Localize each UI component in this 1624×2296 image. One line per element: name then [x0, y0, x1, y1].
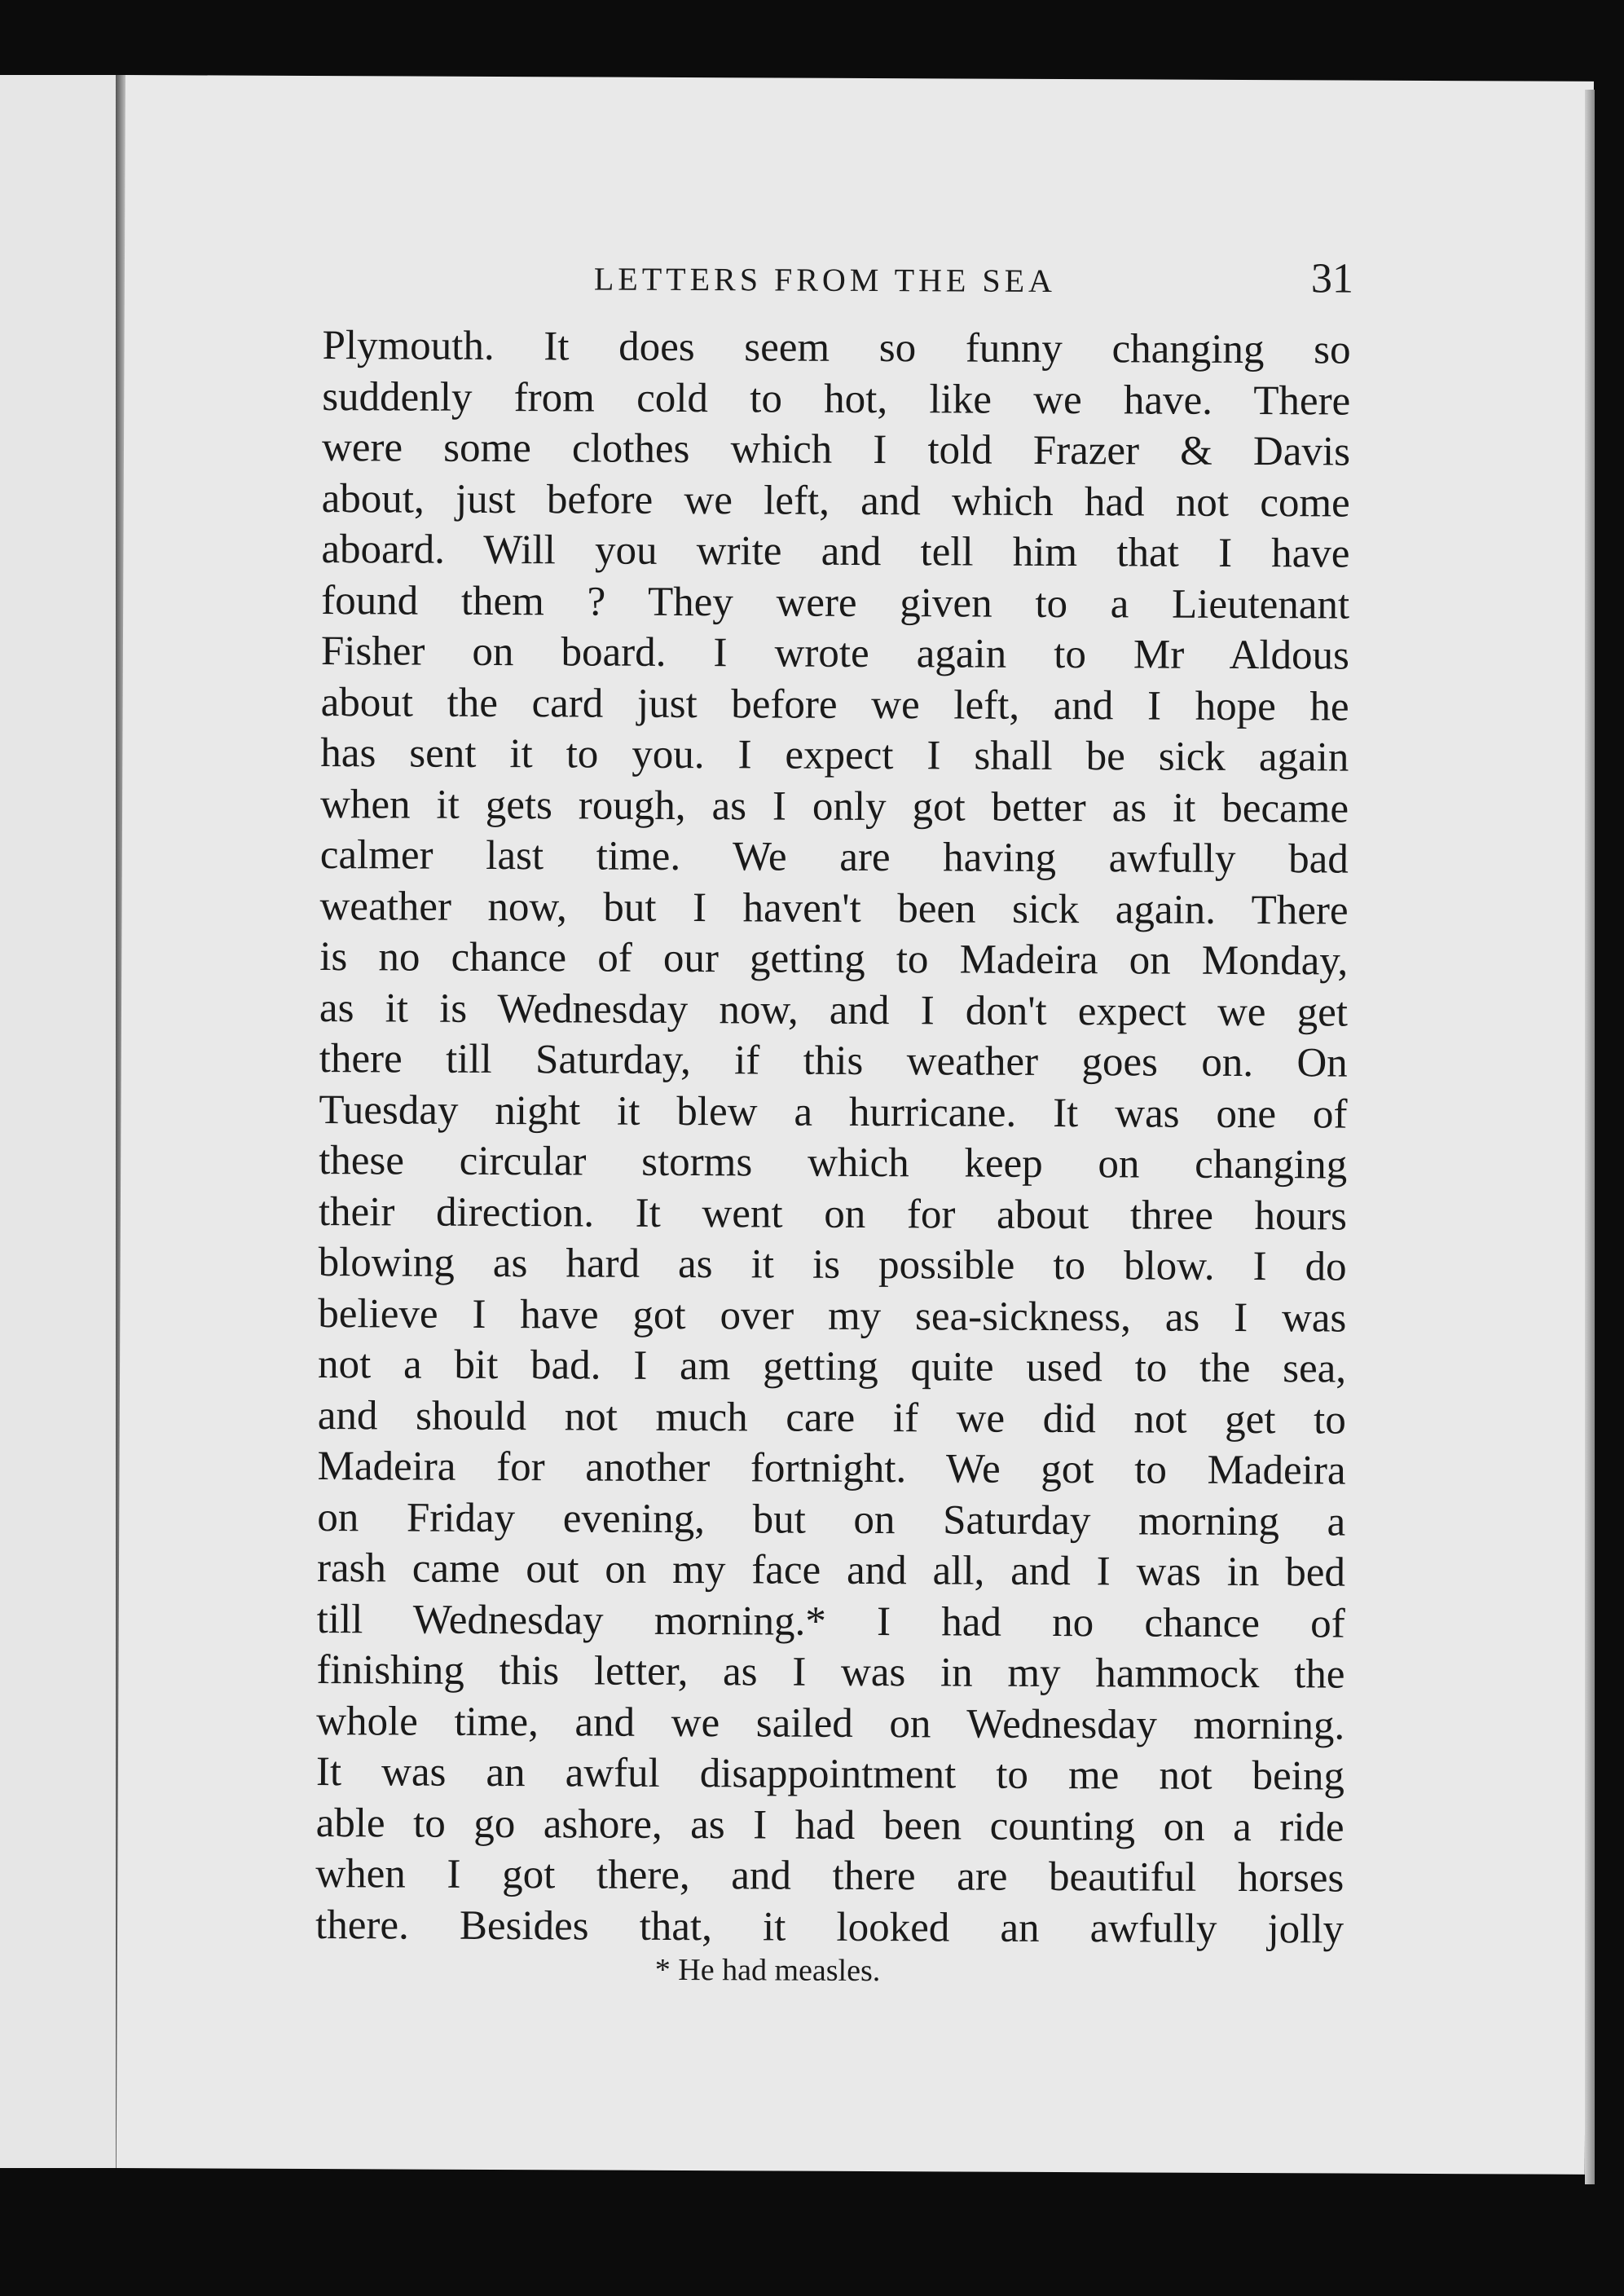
running-head — [125, 249, 1593, 305]
text-line: Fisher on board. I wrote again to Mr Aldous — [320, 628, 1350, 679]
running-title: LETTERS FROM THE SEA — [593, 260, 1057, 299]
text-line: finishing this letter, as I was in my hammock the — [316, 1647, 1345, 1698]
text-line: blowing as hard as it is possible to blow. I do — [318, 1240, 1347, 1290]
text-line: till Wednesday morning.* I had no chance of — [316, 1596, 1345, 1647]
text-line: when I got there, and there are beautiful horses — [315, 1851, 1345, 1902]
page-number: 31 — [1310, 255, 1354, 302]
text-line: these circular storms which keep on changing — [319, 1138, 1348, 1188]
body-text — [315, 320, 1351, 1954]
page-edge — [1585, 90, 1595, 2184]
text-line: suddenly from cold to hot, like we have. There — [322, 373, 1351, 425]
text-line: on Friday evening, but on Saturday morning a — [317, 1494, 1346, 1545]
text-line: whole time, and we sailed on Wednesday morning. — [316, 1698, 1345, 1749]
text-line: believe I have got over my sea-sickness, as I was — [318, 1290, 1347, 1342]
text-line: as it is Wednesday now, and I don't expect we get — [319, 985, 1349, 1036]
text-line: and should not much care if we did not get to — [317, 1392, 1346, 1443]
text-line: weather now, but I haven't been sick again. There — [319, 883, 1349, 934]
text-line: about, just before we left, and which had not come — [321, 475, 1350, 527]
text-line: able to go ashore, as I had been counting on a ride — [315, 1800, 1345, 1851]
footnote: * He had measles. — [654, 1952, 881, 1989]
facing-page — [0, 75, 119, 2168]
text-line: is no chance of our getting to Madeira on Monday, — [319, 934, 1349, 985]
book-page — [117, 75, 1594, 2175]
text-line: about the card just before we left, and I hope he — [320, 679, 1349, 730]
text-line: rash came out on my face and all, and I was in bed — [316, 1545, 1346, 1596]
text-line: It was an awful disappointment to me not being — [315, 1749, 1345, 1800]
text-line: there. Besides that, it looked an awfully jolly — [315, 1902, 1345, 1953]
text-line: when it gets rough, as I only got better as it became — [319, 781, 1349, 832]
text-line: Plymouth. It does seem so funny changing so — [322, 323, 1351, 373]
text-line: has sent it to you. I expect I shall be sick again — [320, 730, 1349, 781]
text-line: not a bit bad. I am getting quite used to the sea, — [317, 1342, 1347, 1392]
text-line: Tuesday night it blew a hurricane. It was one of — [319, 1086, 1348, 1138]
text-line: Madeira for another fortnight. We got to Madeira — [317, 1443, 1346, 1494]
text-line: found them ? They were given to a Lieutenant — [321, 577, 1350, 628]
text-line: their direction. It went on for about three hours — [318, 1188, 1348, 1240]
text-line: calmer last time. We are having awfully bad — [319, 832, 1349, 883]
text-line: there till Saturday, if this weather goes on. On — [319, 1036, 1348, 1086]
text-line: aboard. Will you write and tell him that I have — [321, 527, 1350, 577]
text-line: were some clothes which I told Frazer & Davis — [321, 425, 1351, 475]
